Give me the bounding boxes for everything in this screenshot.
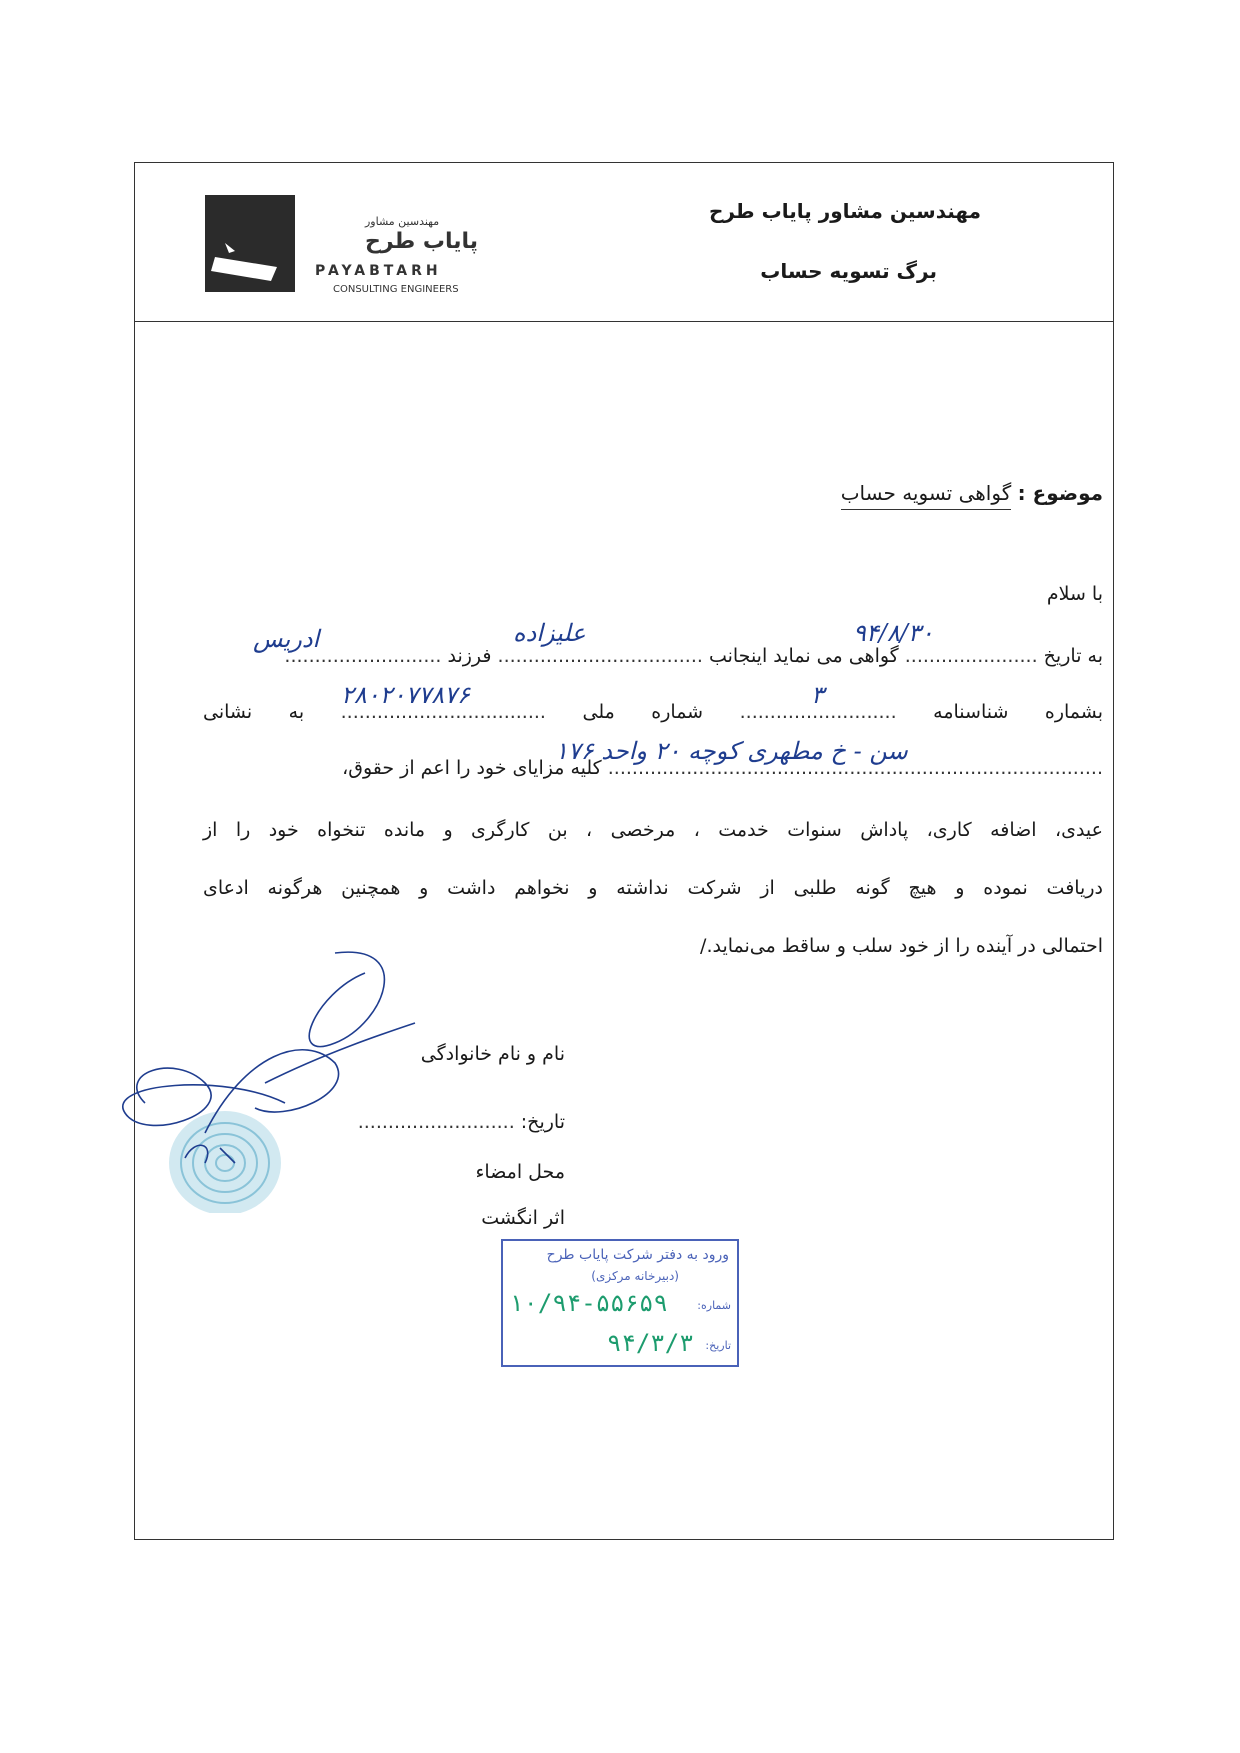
stamp-date: ۹۴/۳/۳	[607, 1329, 694, 1357]
signature-date-label: تاریخ: ..........................	[357, 1111, 565, 1133]
logo-english-name: PAYABTARH	[315, 263, 442, 279]
stamp-number-label: شماره:	[697, 1299, 731, 1312]
letter-line-1	[203, 645, 1103, 667]
letter-line-4: عیدی، اضافه کاری، پاداش سنوات خدمت ، مرخصی ، بن کارگری و مانده تنخواه خود را از	[203, 819, 1103, 841]
logo-mark	[205, 195, 295, 292]
form-title: برگ تسویه حساب	[760, 259, 937, 283]
child-of-label: فرزند	[447, 645, 492, 667]
subject-label: موضوع :	[1017, 481, 1103, 505]
settlement-form-sheet	[134, 162, 1114, 1540]
benefits-text: کلیه مزایای خود را اعم از حقوق،	[342, 757, 602, 779]
stamp-title: ورود به دفتر شرکت پایاب طرح	[546, 1247, 729, 1263]
stamp-number: ۱۰/۹۴-۵۵۶۵۹	[509, 1289, 668, 1317]
fingerprint-label: اثر انگشت	[481, 1207, 565, 1229]
handwritten-father-name: ادریس	[253, 625, 320, 653]
handwritten-national-id: ۲۸۰۲۰۷۷۸۷۶	[341, 681, 470, 709]
subject-line	[841, 481, 1103, 505]
subject-value: گواهی تسویه حساب	[841, 481, 1012, 510]
letter-line-2	[203, 701, 1103, 723]
signature-place-label: محل امضاء	[475, 1161, 565, 1183]
id-dots: ..........................	[739, 701, 897, 723]
company-logo	[205, 195, 505, 295]
handwritten-date: ۹۴/۸/۳۰	[853, 619, 934, 647]
company-name: مهندسین مشاور پایاب طرح	[708, 199, 981, 223]
letter-line-5: دریافت نموده و هیچ گونه طلبی از شرکت نداشته و نخواهم داشت و همچنین هرگونه ادعای	[203, 877, 1103, 899]
signature-and-fingerprint-graphic	[85, 933, 445, 1213]
handwritten-address: سن - خ مطهری کوچه ۲۰ واحد ۱۷۶	[555, 737, 908, 765]
stamp-subtitle: (دبیرخانه مرکزی)	[591, 1269, 679, 1283]
logo-persian-subtitle: مهندسین مشاور	[365, 215, 440, 228]
certify-text: گواهی می نماید اینجانب	[708, 645, 899, 667]
date-label: به تاریخ	[1043, 645, 1103, 667]
name-dots: ..................................	[497, 645, 703, 667]
fingerprint-icon	[169, 1111, 281, 1213]
logo-english-subtitle: CONSULTING ENGINEERS	[333, 284, 459, 295]
national-id-label: شماره ملی	[582, 701, 704, 723]
form-header	[135, 163, 1113, 322]
handwritten-name: علیزاده	[513, 619, 586, 647]
registration-stamp	[501, 1239, 739, 1367]
address-dots: ..................................................................................	[607, 757, 1103, 779]
full-name-label: نام و نام خانوادگی	[420, 1043, 565, 1065]
logo-swoosh-icon	[205, 195, 295, 292]
stamp-date-label: تاریخ:	[705, 1339, 731, 1352]
date-dots: ......................	[904, 645, 1038, 667]
handwritten-id-number: ۳	[811, 681, 824, 709]
logo-persian-name: پایاب طرح	[365, 229, 479, 254]
address-label: به نشانی	[203, 701, 305, 723]
letter-line-6: احتمالی در آینده را از خود سلب و ساقط می‌نماید./	[700, 935, 1103, 957]
id-label: بشماره شناسنامه	[933, 701, 1104, 723]
father-dots: ..........................	[284, 645, 442, 667]
national-id-dots: ..................................	[340, 701, 546, 723]
greeting: با سلام	[1046, 583, 1103, 605]
